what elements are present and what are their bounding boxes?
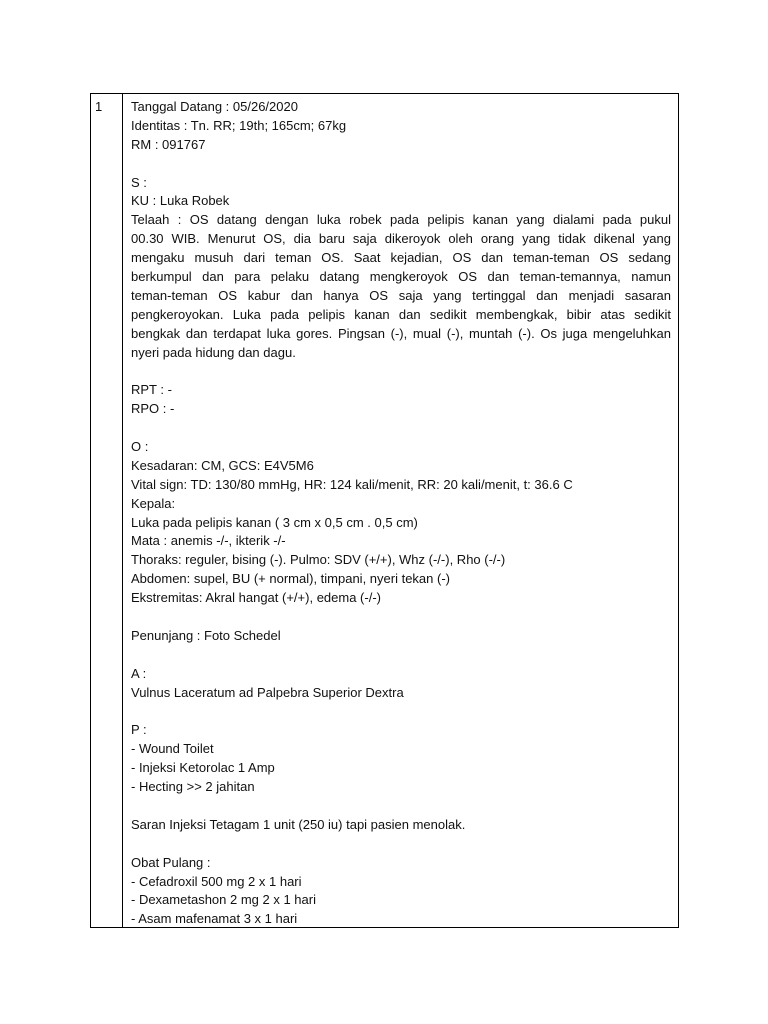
objective-heading: O : [131, 439, 149, 455]
telaah-line: 00.30 WIB. Menurut OS, dia baru saja dikeroyok oleh orang yang tidak dikenal yang [131, 231, 671, 247]
telaah-line: berkumpul dan para pelaku datang mengkeroyok OS dan teman-temannya, namun [131, 269, 671, 285]
rpo: RPO : - [131, 401, 175, 417]
objective-line: Abdomen: supel, BU (+ normal), timpani, nyeri tekan (-) [131, 571, 450, 587]
rm-number: RM : 091767 [131, 136, 206, 152]
penunjang: Penunjang : Foto Schedel [131, 627, 281, 643]
telaah-line: nyeri pada hidung dan dagu. [131, 344, 296, 360]
telaah-line: pengkeroyokan. Luka pada pelipis kanan dan sedikit membengkak, bibir atas sedikit [131, 306, 671, 322]
obat-pulang-heading: Obat Pulang : [131, 854, 211, 870]
soap-content [131, 98, 671, 929]
diagnosis: Vulnus Laceratum ad Palpebra Superior Dextra [131, 684, 404, 700]
rpt: RPT : - [131, 382, 172, 398]
tanggal-datang: Tanggal Datang : 05/26/2020 [131, 99, 298, 114]
objective-line: Ekstremitas: Akral hangat (+/+), edema (-/-) [131, 590, 381, 606]
obat-item: - Cefadroxil 500 mg 2 x 1 hari [131, 873, 302, 889]
objective-line: Kesadaran: CM, GCS: E4V5M6 [131, 457, 314, 473]
objective-line: Kepala: [131, 495, 176, 511]
telaah-line: Telaah : OS datang dengan luka robek pada pelipis kanan yang dialami pada pukul [131, 212, 671, 228]
telaah-line: teman-teman OS kabur dan hanya OS saja yang tertinggal dan menjadi sasaran [131, 287, 671, 303]
keluhan-utama: KU : Luka Robek [131, 193, 230, 209]
column-divider [122, 94, 123, 927]
objective-line: Luka pada pelipis kanan ( 3 cm x 0,5 cm . 0,5 cm) [131, 514, 418, 530]
saran-injeksi: Saran Injeksi Tetagam 1 unit (250 iu) tapi pasien menolak. [131, 816, 466, 832]
plan-item: - Hecting >> 2 jahitan [131, 779, 255, 795]
objective-line: Vital sign: TD: 130/80 mmHg, HR: 124 kali/menit, RR: 20 kali/menit, t: 36.6 C [131, 476, 573, 492]
assessment-heading: A : [131, 665, 147, 681]
objective-line: Mata : anemis -/-, ikterik -/- [131, 533, 286, 549]
obat-item: - Dexametashon 2 mg 2 x 1 hari [131, 892, 316, 908]
obat-item: - Asam mafenamat 3 x 1 hari [131, 911, 298, 927]
identitas: Identitas : Tn. RR; 19th; 165cm; 67kg [131, 117, 347, 133]
subjective-heading: S : [131, 174, 147, 190]
objective-line: Thoraks: reguler, bising (-). Pulmo: SDV (+/+), Whz (-/-), Rho (-/-) [131, 552, 506, 568]
row-number: 1 [95, 99, 103, 114]
plan-item: - Injeksi Ketorolac 1 Amp [131, 760, 275, 776]
plan-heading: P : [131, 722, 147, 738]
telaah-line: mengaku musuh dari teman OS. Saat kejadian, OS dan teman-teman OS sedang [131, 250, 671, 266]
telaah-line: bengkak dan terdapat luka gores. Pingsan (-), mual (-), muntah (-). Os juga mengeluhkan [131, 325, 671, 341]
plan-item: - Wound Toilet [131, 741, 214, 757]
soap-table [90, 93, 679, 928]
